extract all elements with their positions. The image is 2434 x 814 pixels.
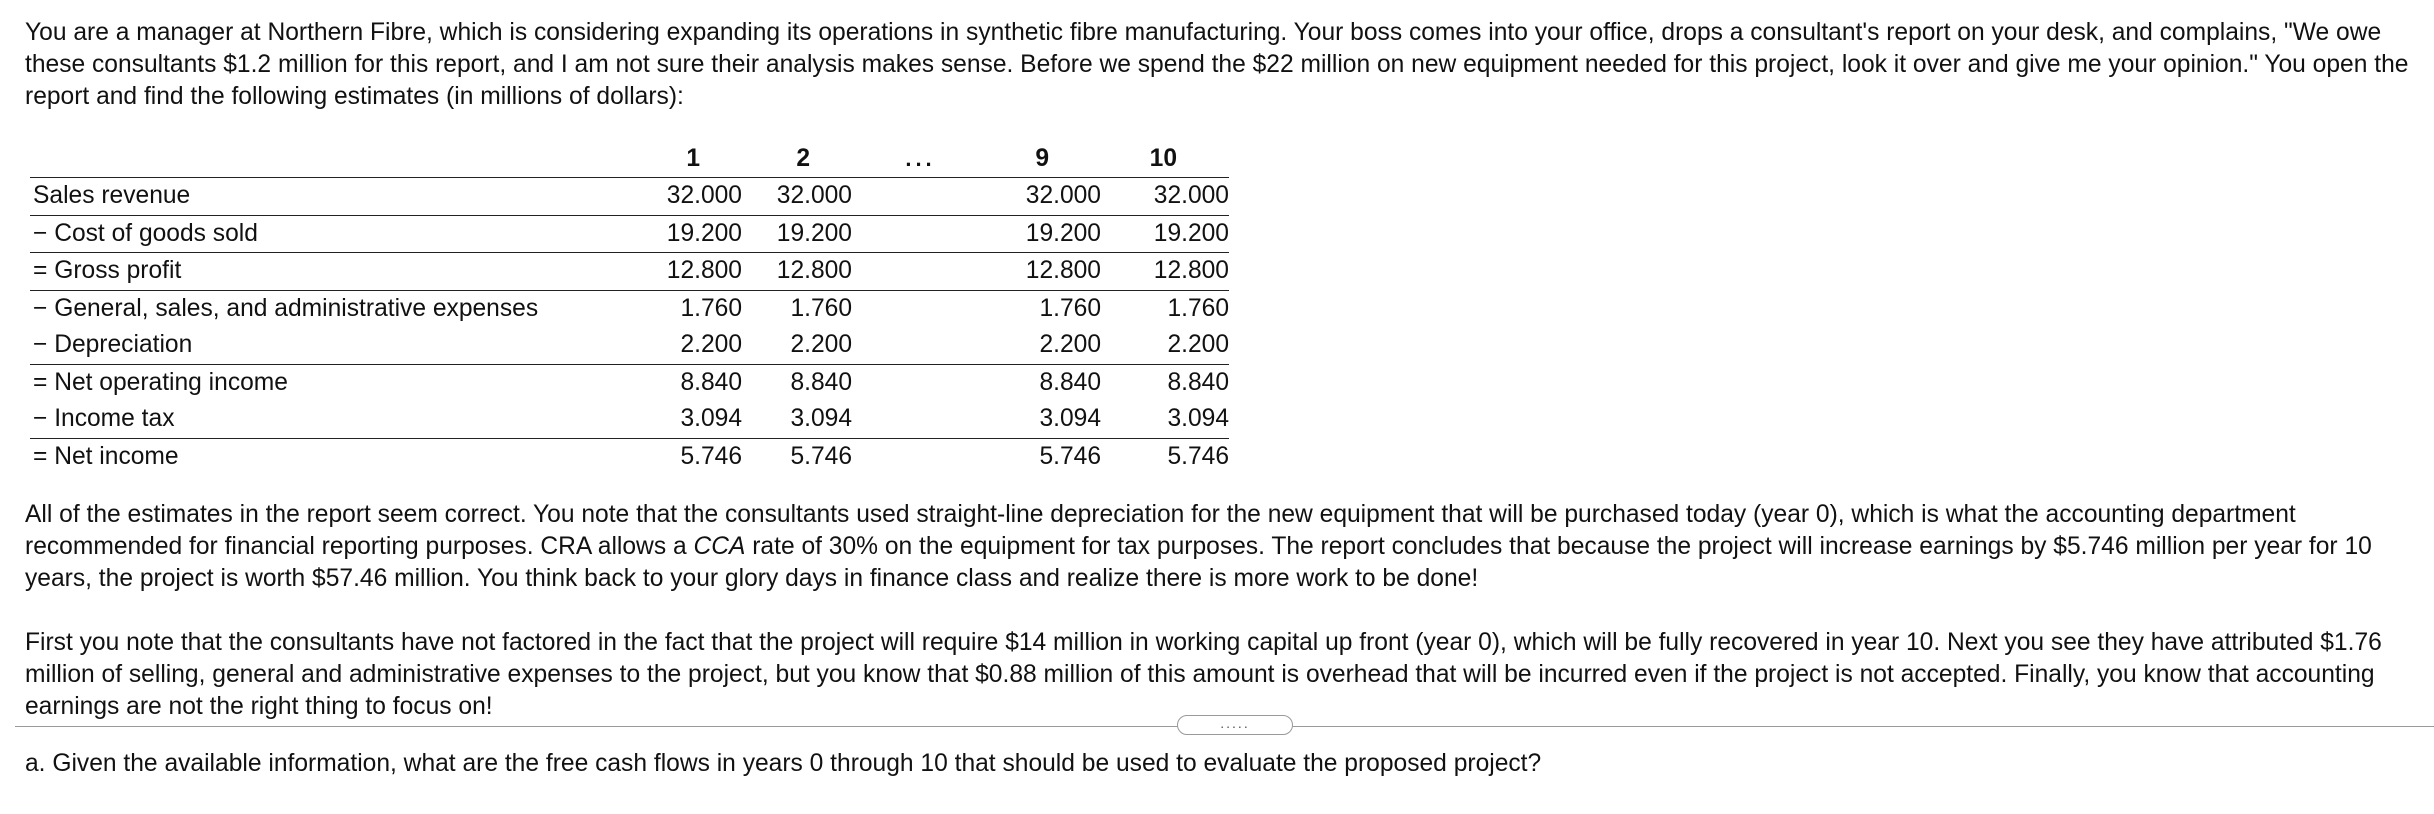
- value-cell: 3.094: [742, 401, 862, 438]
- value-cell: 2.200: [742, 327, 862, 364]
- table-row: [30, 438, 1229, 475]
- header-ellipsis: ...: [862, 140, 979, 178]
- expand-handle-button[interactable]: .....: [1177, 715, 1293, 735]
- table-row: [30, 364, 1229, 401]
- value-cell: 8.840: [680, 368, 742, 396]
- value-cell: 19.200: [742, 215, 862, 253]
- value-cell: 19.200: [1101, 215, 1229, 253]
- value-cell: 1.760: [790, 294, 852, 322]
- value-cell: 1.760: [1167, 294, 1229, 322]
- table-header-row: [30, 140, 1229, 178]
- value-cell: 3.094: [1101, 401, 1229, 438]
- row-label: − Depreciation: [30, 327, 622, 364]
- row-label: − General, sales, and administrative expenses: [33, 294, 539, 322]
- intro-paragraph: You are a manager at Northern Fibre, which is considering expanding its operations in synthetic fibre manufacturing. Your boss comes into your office, drops a consultant's report on your desk, and complains, "We owe these consultants $1.2 million for this report, and I am not sure their analysis makes sense. Before we spend the $22 million on new equipment needed for this project, look it over and give me your opinion." You open the report and find the following estimates (in millions of dollars):: [25, 19, 2409, 110]
- value-cell: 5.746: [1167, 442, 1229, 470]
- value-cell: 2.200: [1101, 327, 1229, 364]
- value-cell: 32.000: [742, 178, 862, 216]
- header-year-9: 9: [979, 140, 1101, 178]
- value-cell: 3.094: [979, 401, 1101, 438]
- row-label: − Income tax: [30, 401, 622, 438]
- value-cell: 8.840: [1167, 368, 1229, 396]
- value-cell: 32.000: [622, 178, 742, 216]
- table-row: [30, 215, 1229, 253]
- value-cell: 5.746: [1039, 442, 1101, 470]
- table-row: [30, 290, 1229, 327]
- table-row: [30, 401, 1229, 438]
- value-cell: 8.840: [790, 368, 852, 396]
- row-label: = Gross profit: [30, 253, 622, 291]
- table-row: [30, 178, 1229, 216]
- header-year-10: 10: [1101, 140, 1229, 178]
- value-cell: 1.760: [680, 294, 742, 322]
- value-cell: 32.000: [979, 178, 1101, 216]
- header-year-2: 2: [742, 140, 862, 178]
- income-statement-table: [30, 140, 1229, 475]
- row-label: = Net income: [33, 442, 179, 470]
- table-row: [30, 327, 1229, 364]
- header-label-cell: [30, 140, 622, 178]
- row-label: − Cost of goods sold: [30, 215, 622, 253]
- depreciation-paragraph: All of the estimates in the report seem correct. You note that the consultants used straight-line depreciation for the new equipment that will be purchased today (year 0), which is what the accounting department recommended for financial reporting purposes. CRA allows a CCA rate of 30% on the equipment for tax purposes. The report concludes that because the project will increase earnings by $5.746 million per year for 10 years, the project is worth $57.46 million. You think back to your glory days in finance class and realize there is more work to be done!: [25, 501, 2372, 592]
- value-cell: 32.000: [1101, 178, 1229, 216]
- table-row: [30, 253, 1229, 291]
- working-capital-paragraph: First you note that the consultants have not factored in the fact that the project will require $14 million in working capital up front (year 0), which will be fully recovered in year 10. Next you see they have attributed $1.76 million of selling, general and administrative expenses to the project, but you know that $0.88 million of this amount is overhead that will be incurred even if the project is not accepted. Finally, you know that accounting earnings are not the right thing to focus on!: [25, 629, 2382, 720]
- value-cell: 5.746: [680, 442, 742, 470]
- value-cell: 5.746: [790, 442, 852, 470]
- question-a: a. Given the available information, what are the free cash flows in years 0 through 10 that should be used to evaluate the proposed project?: [25, 750, 1542, 777]
- value-cell: 19.200: [979, 215, 1101, 253]
- value-cell: 19.200: [622, 215, 742, 253]
- value-cell: 12.800: [1101, 253, 1229, 291]
- row-label: = Net operating income: [33, 368, 288, 396]
- value-cell: 12.800: [742, 253, 862, 291]
- header-year-1: 1: [622, 140, 742, 178]
- value-cell: 8.840: [1039, 368, 1101, 396]
- value-cell: 12.800: [622, 253, 742, 291]
- value-cell: 12.800: [979, 253, 1101, 291]
- value-cell: 3.094: [622, 401, 742, 438]
- value-cell: 2.200: [979, 327, 1101, 364]
- row-label: Sales revenue: [30, 178, 622, 216]
- cca-term: CCA: [693, 533, 746, 560]
- value-cell: 1.760: [1039, 294, 1101, 322]
- value-cell: 2.200: [622, 327, 742, 364]
